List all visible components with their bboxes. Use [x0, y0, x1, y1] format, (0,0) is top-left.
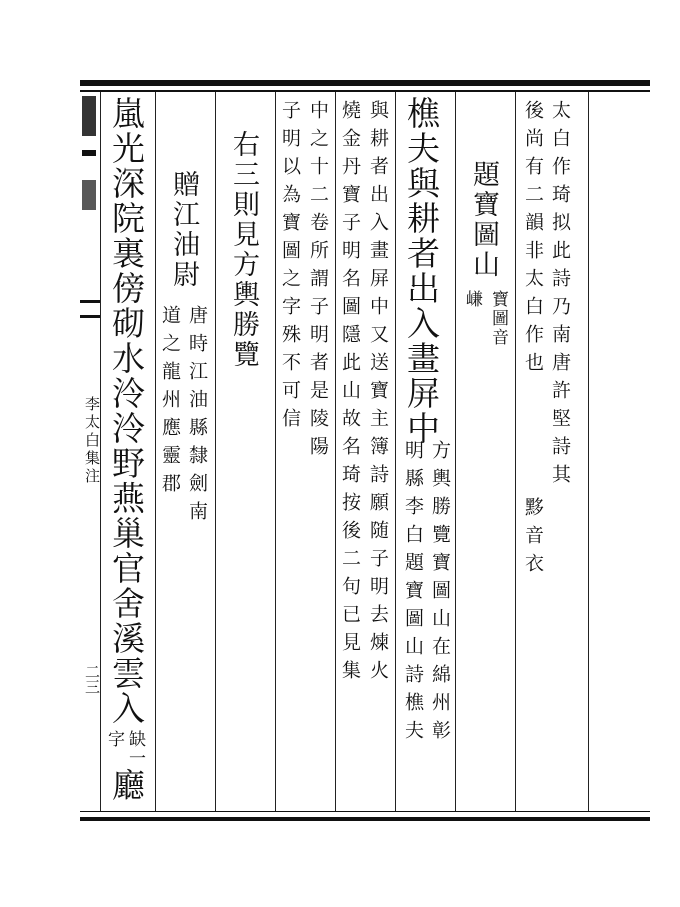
note-line: 唐時江油縣隸劍南: [186, 305, 208, 529]
lacuna-note: 缺一: [125, 730, 145, 768]
column-divider: [515, 92, 516, 811]
note-line: 太白作琦拟此詩乃南唐許堅詩其: [549, 100, 571, 492]
note-line: 後尚有二韻非太白作也: [522, 100, 544, 380]
note-line: 明縣李白題寶圖山詩樵夫: [402, 440, 424, 748]
poem-title: 贈江油尉: [168, 170, 199, 290]
margin-ornament: [82, 150, 96, 156]
poem-title: 題寶圖山: [468, 160, 499, 280]
poem-line: 樵夫與耕者出入畫屏中: [402, 96, 441, 446]
frame-bottom-rule: [80, 817, 650, 821]
poem-line-end: 廳: [107, 768, 146, 803]
note-line: 道之龍州應靈郡: [159, 305, 181, 501]
margin-ornament: [82, 96, 96, 136]
column-divider: [395, 92, 396, 811]
pronunciation-note: 寶圖音: [488, 290, 508, 347]
margin-ornament: [82, 180, 96, 210]
note-line: 與耕者出入畫屏中又送寶主簿詩願随子明去煉火: [367, 100, 389, 688]
source-note: 右三則見方輿勝覽: [228, 130, 259, 370]
lacuna-note: 字: [104, 730, 124, 749]
column-divider: [275, 92, 276, 811]
margin-book-title: 李太白集注: [83, 396, 101, 486]
note-line: 黟音衣: [522, 497, 544, 581]
frame-top-thin-rule: [80, 90, 650, 92]
column-divider: [215, 92, 216, 811]
fish-tail-mark: [80, 300, 100, 318]
frame-bottom-thin-rule: [80, 811, 650, 812]
poem-line: 嵐光深院裏傍砌水泠泠野燕巢官舍溪雲入: [107, 96, 146, 726]
column-divider: [155, 92, 156, 811]
note-line: 燒金丹寶子明名圖隱此山故名琦按後二句已見集: [339, 100, 361, 688]
note-line: 子明以為寶圖之字殊不可信: [279, 100, 301, 436]
margin-page-number: 二三: [83, 664, 101, 694]
note-line: 中之十二卷所謂子明者是陵陽: [307, 100, 329, 464]
column-divider: [335, 92, 336, 811]
column-divider: [588, 92, 589, 811]
column-divider: [455, 92, 456, 811]
note-line: 方輿勝覽寶圖山在綿州彰: [429, 440, 451, 748]
pronunciation-note: 嵰: [462, 290, 482, 309]
frame-top-rule: [80, 80, 650, 86]
